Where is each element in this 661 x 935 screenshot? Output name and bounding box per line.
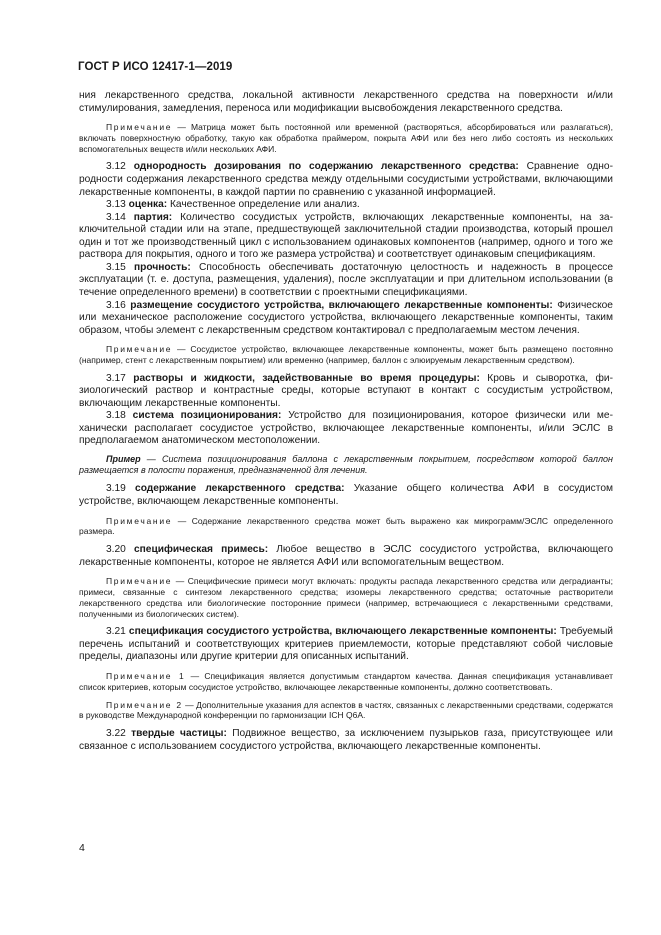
term-number: 3.22 bbox=[106, 728, 132, 740]
note-text: — Дополнительные указания для аспектов в частях, связанных с лекарственными средствами, содержатся в руководстве Международной конференции по гармонизации ICH Q6A. bbox=[79, 699, 613, 721]
note-label: Примечание bbox=[106, 576, 173, 587]
note-label: Примечание bbox=[106, 344, 173, 355]
term-title: растворы и жидкости, задействованные во время процедуры: bbox=[133, 372, 480, 384]
term-definition: Количество сосудистых устройств, включающих лекарственные компоненты, на заключительной стадии или на этапе, предшествующей заключительной стадии производства, который прошел один и тот же производственный цикл с использованием одинаковых компонентов (например, одного и того же раствора для покрытия, одного и того же размера устройства) и соответствует одинаковым спецификациям. bbox=[79, 211, 613, 261]
term-number: 3.14 bbox=[106, 211, 134, 223]
page-number: 4 bbox=[79, 842, 85, 854]
note-impurities bbox=[79, 576, 613, 619]
note-matrix bbox=[79, 122, 613, 154]
note-text: — Содержание лекарственного средства может быть выражено как микрограмм/ЭСЛС определенного размера. bbox=[79, 515, 613, 537]
term-3-21 bbox=[79, 626, 613, 664]
note-text: — Специфические примеси могут включать: продукты распада лекарственного средства или деградианты; примеси, связанные с синтезом лекарственного средства; изомеры лекарственного средства; остаточные растворители лекарственного средства или биологические посторонние примеси (например, встречающиеся с лекарственными средствами, полученными из биологических систем). bbox=[79, 576, 613, 619]
term-definition: Качественное определение или анализ. bbox=[167, 199, 360, 211]
term-title: прочность: bbox=[134, 261, 191, 273]
term-3-12 bbox=[79, 161, 613, 199]
note-drug-content bbox=[79, 516, 613, 538]
note-label: Примечание bbox=[106, 122, 173, 133]
term-definition: Кровь и сыворотка, физиологический раствор и контрастные среды, которые вступают в контакт с сосудистым устройством, включающим лекарственные компоненты. bbox=[79, 372, 613, 409]
term-number: 3.21 bbox=[106, 626, 129, 638]
page-header: ГОСТ Р ИСО 12417-1—2019 bbox=[78, 61, 233, 73]
term-3-22 bbox=[79, 728, 613, 753]
note-text: — Матрица может быть постоянной или временной (растворяться, абсорбироваться или разлагаться), включать поверхностную обработку, такую как обработка праймером, покрыта АФИ или без него либо состоять из нескольких вспомогательных веществ и/или нескольких АФИ. bbox=[79, 122, 613, 154]
term-3-14 bbox=[79, 212, 613, 262]
term-definition: Устройство для позиционирования, которое физически или механически располагает сосудистое устройство, включающее лекарственные компоненты, и/или ЭСЛС в предполагаемом анатомическом местоположении. bbox=[79, 410, 613, 447]
term-number: 3.17 bbox=[106, 372, 134, 384]
term-3-17 bbox=[79, 373, 613, 411]
term-definition: Способность обеспечивать достаточную целостность и надежность в процессе эксплуатации (т. е. доступа, размещения, удаления), после эксплуатации и при длительном использовании (в течение определенного времени) в соответствии с проектными спецификациями. bbox=[79, 261, 613, 298]
term-number: 3.18 bbox=[106, 410, 133, 422]
term-title: твердые частицы: bbox=[131, 728, 227, 740]
term-definition: Указание общего количества АФИ в сосудистом устройстве, включающем лекарственные компоненты. bbox=[79, 483, 613, 507]
term-title: партия: bbox=[133, 211, 173, 223]
term-definition: Подвижное вещество, за исключением пузырьков газа, присутствующее или связанное с использованием сосудистого устройства, включающего лекарственные компоненты. bbox=[79, 728, 613, 752]
term-number: 3.12 bbox=[106, 161, 134, 173]
example-label: Пример bbox=[106, 454, 141, 465]
note-text: — Спецификация является допустимым стандартом качества. Данная спецификация устанавливает список критериев, которым сосудистое устройство, включающее лекарственные компоненты, должно соответствовать. bbox=[79, 671, 613, 692]
term-number: 3.15 bbox=[106, 261, 135, 273]
note-placement bbox=[79, 344, 613, 366]
term-number: 3.13 bbox=[106, 199, 129, 211]
term-3-18 bbox=[79, 410, 613, 448]
note-specification-1 bbox=[79, 671, 613, 693]
term-title: оценка: bbox=[128, 199, 168, 211]
term-title: спецификация сосудистого устройства, включающего лекарственные компоненты: bbox=[128, 626, 557, 638]
note-label: Примечание 2 bbox=[106, 699, 183, 710]
term-3-20 bbox=[79, 544, 613, 569]
note-specification-2 bbox=[79, 700, 613, 722]
term-definition: Сравнение однородности содержания лекарственного средства между отдельными сосудистыми устройствами, включающими лекарственные компоненты, в каждой партии по сравнению с указанной информацией. bbox=[79, 161, 613, 198]
paragraph-continuation: ния лекарственного средства, локальной активности лекарственного средства на поверхности и/или стимулирования, замедления, переноса или модификации высвобождения лекарственного средства. bbox=[79, 90, 613, 114]
term-title: размещение сосудистого устройства, включающего лекарственные компоненты: bbox=[130, 299, 553, 311]
note-label: Примечание 1 bbox=[106, 671, 186, 682]
example-text: — Система позиционирования баллона с лекарственным покрытием, посредством которой баллон размещается в полости поражения, предназначенной для лечения. bbox=[79, 454, 613, 476]
term-3-15 bbox=[79, 262, 613, 300]
term-title: содержание лекарственного средства: bbox=[135, 483, 345, 495]
note-label: Примечание bbox=[106, 515, 173, 526]
term-number: 3.16 bbox=[106, 299, 131, 311]
document-body bbox=[79, 90, 613, 753]
term-number: 3.19 bbox=[106, 483, 136, 495]
term-definition: Любое вещество в ЭСЛС сосудистого устройства, включающего лекарственные компоненты, которое не является АФИ или вспомогательным веществом. bbox=[79, 544, 613, 568]
term-title: специфическая примесь: bbox=[133, 544, 269, 556]
term-definition: Требуемый перечень испытаний и соответствующих критериев приемлемости, которые представляют собой числовые пределы, диапазоны или другие критерии для описанных испытаний. bbox=[79, 626, 613, 663]
term-3-16 bbox=[79, 300, 613, 338]
note-text: — Сосудистое устройство, включающее лекарственные компоненты, может быть размещено постоянно (например, стент с лекарственным покрытием) или временно (например, баллон с элюируемым лекарственным средством). bbox=[79, 344, 613, 365]
term-3-13 bbox=[79, 199, 613, 212]
term-number: 3.20 bbox=[106, 544, 134, 556]
term-3-19 bbox=[79, 483, 613, 508]
example-positioning bbox=[79, 454, 613, 476]
term-title: однородность дозирования по содержанию лекарственного средства: bbox=[133, 161, 519, 173]
term-title: система позиционирования: bbox=[132, 410, 282, 422]
term-definition: Физическое или механическое расположение сосудистого устройства, включающего лекарственные компоненты, таким образом, чтобы элемент с лекарственным средством контактировал с предполагаемым местом лечения. bbox=[79, 299, 613, 336]
